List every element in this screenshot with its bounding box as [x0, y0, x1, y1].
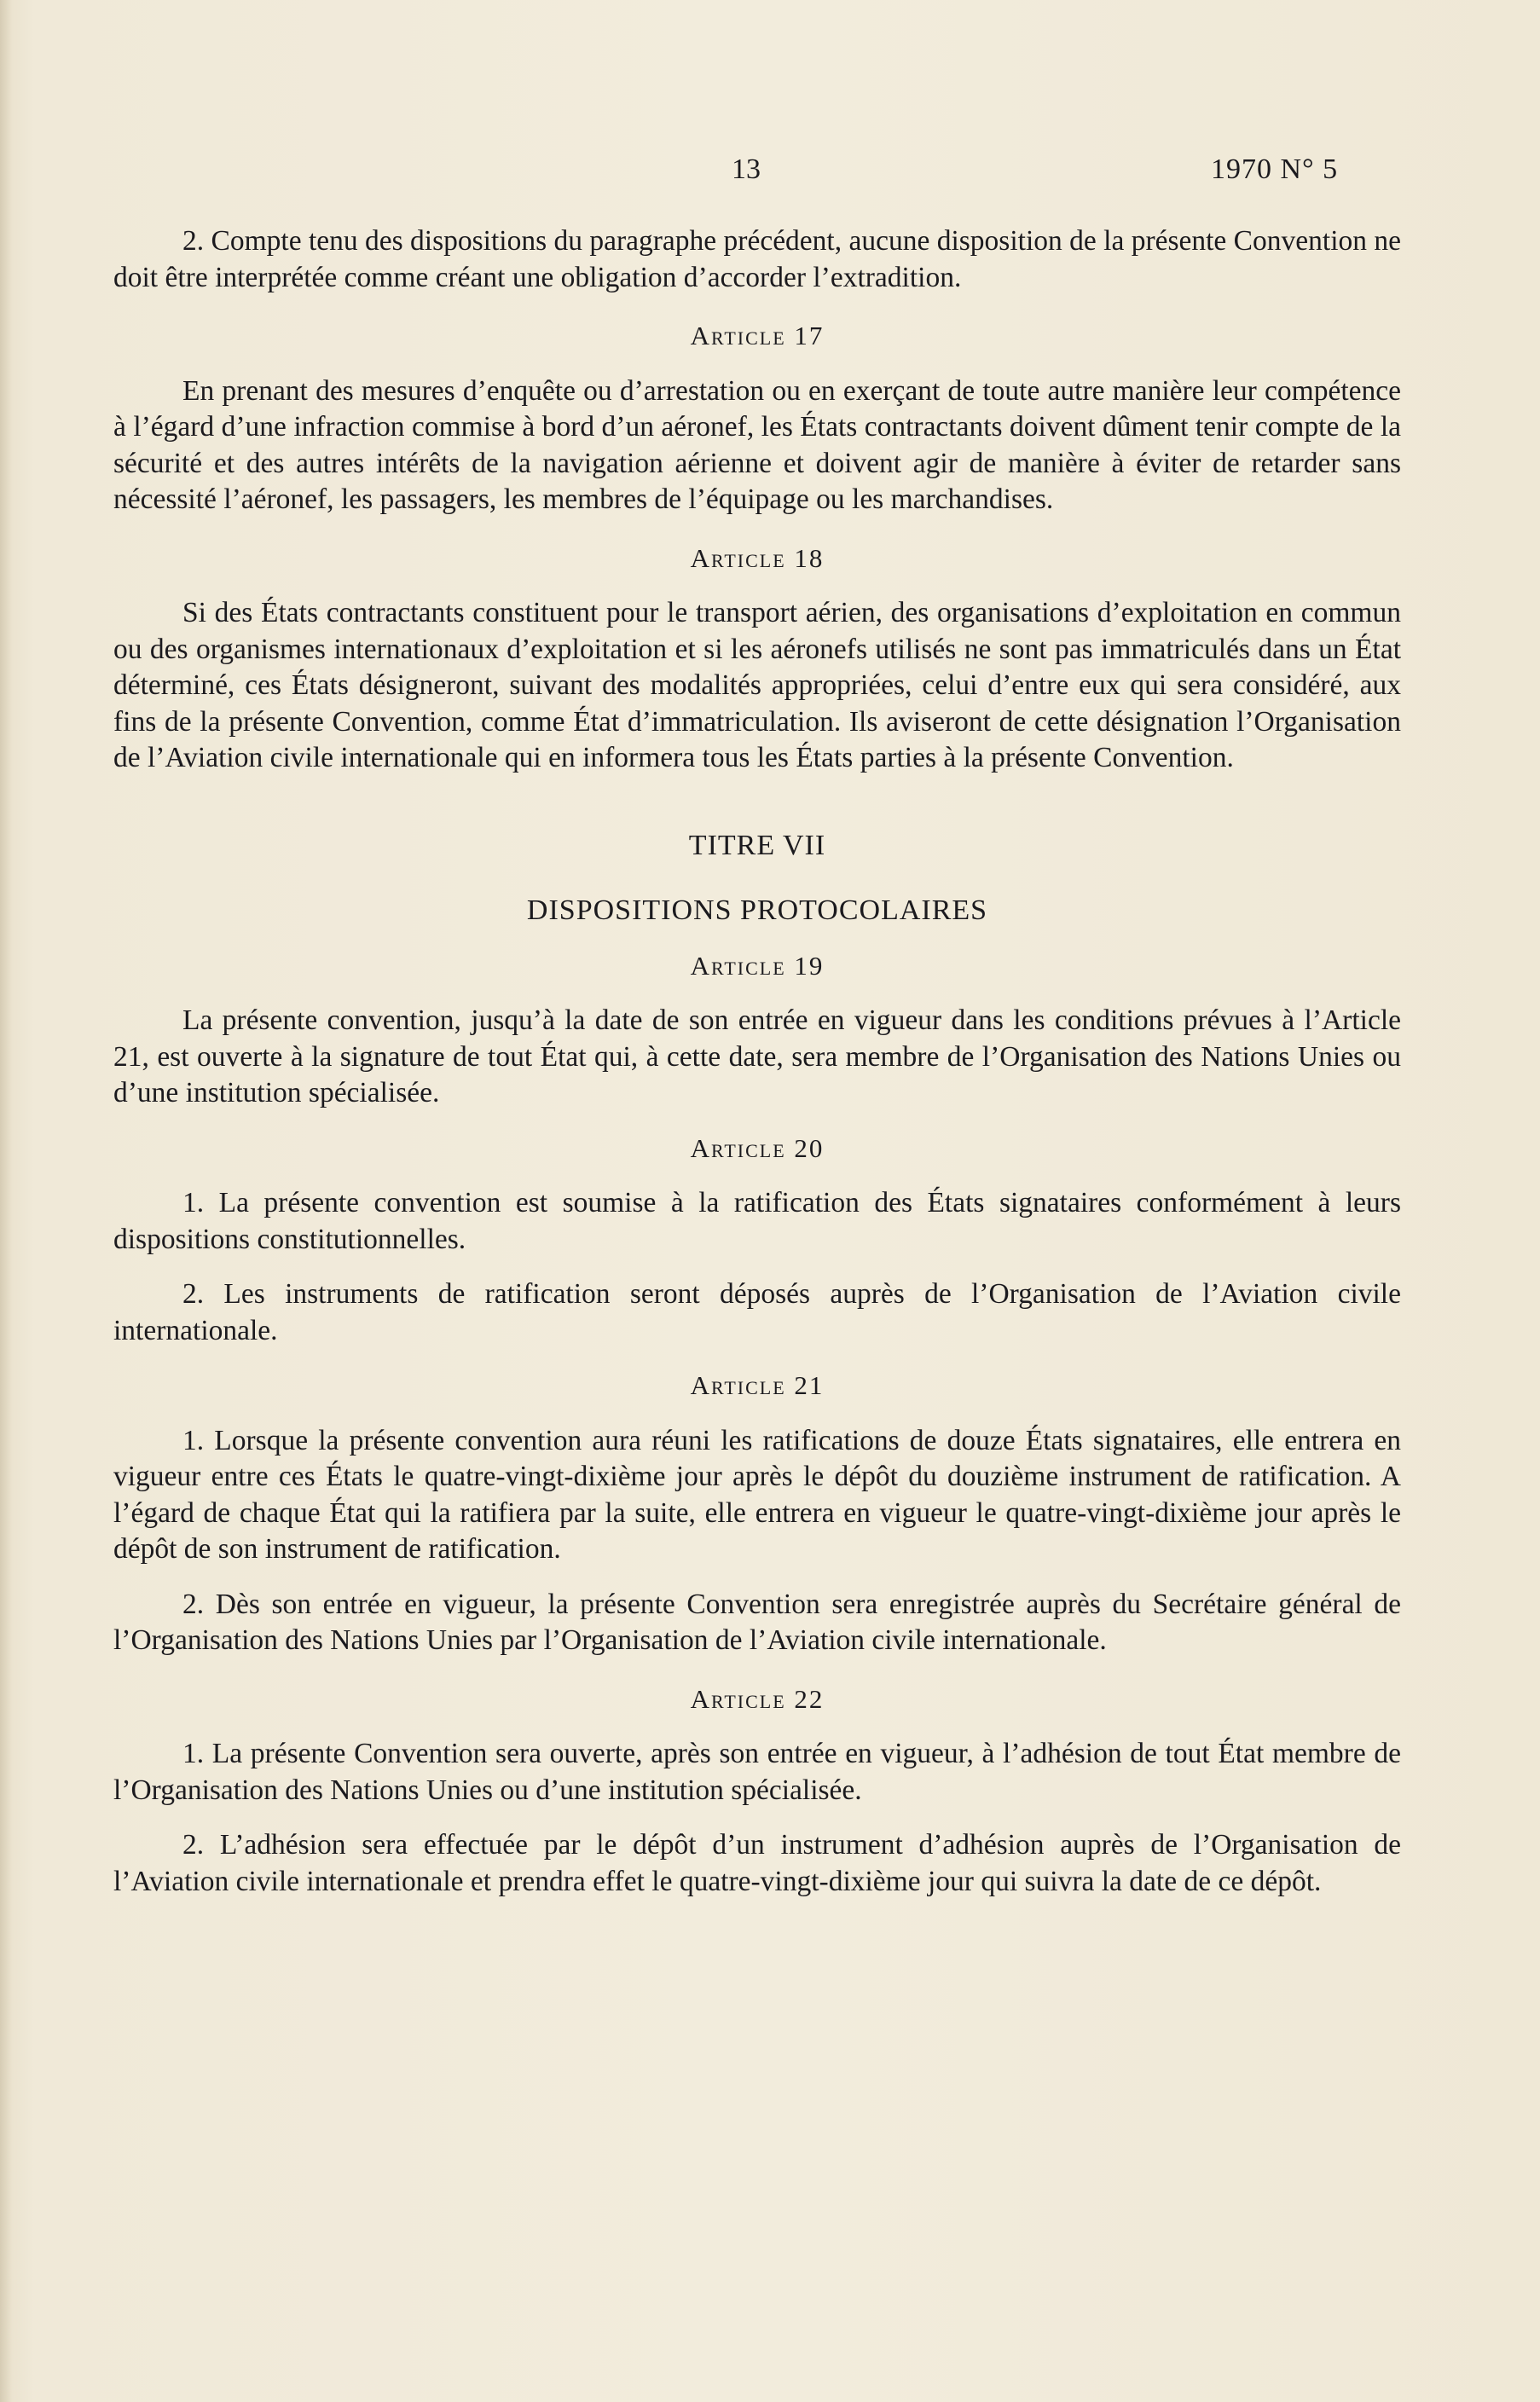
page-header: [0, 153, 1540, 196]
article-20-paragraph-2: 2. Les instruments de ratification seront déposés auprès de l’Organisation de l’Aviation civile internationale.: [113, 1278, 1401, 1346]
article-21-paragraph-2: 2. Dès son entrée en vigueur, la présente Convention sera enregistrée auprès du Secrétaire général de l’Organisation des Nations Unies par l’Organisation de l’Aviation civile internationale.: [113, 1588, 1401, 1656]
article-18-text: Si des États contractants constituent pour le transport aérien, des organisations d’exploitation en commun ou des organismes internationaux d’exploitation et si les aéronefs utilisés ne sont pas immatriculés dans un État déterminé, ces États désigneront, suivant des modalités appropriées, celui d’entre eux qui sera considéré, aux fins de la présente Convention, comme État d’immatriculation. Ils aviseront de cette désignation l’Organisation de l’Aviation civile internationale qui en informera tous les États parties à la présente Convention.: [113, 597, 1401, 773]
page-number: 13: [732, 153, 761, 185]
issue-number: 1970 N° 5: [1211, 153, 1339, 185]
page-body: [113, 223, 1401, 1900]
article-22-heading: Article 22: [690, 1683, 825, 1714]
article-21-paragraph-1: 1. Lorsque la présente convention aura réuni les ratifications de douze États signataires, elle entrera en vigueur entre ces États le quatre-vingt-dixième jour après le dépôt du douzième instrument de ratification. A l’égard de chaque État qui la ratifiera par la suite, elle entrera en vigueur le quatre-vingt-dixième jour après le dépôt de son instrument de ratification.: [113, 1424, 1401, 1565]
title-heading: TITRE VII: [688, 829, 826, 861]
section-subtitle: DISPOSITIONS PROTOCOLAIRES: [526, 894, 988, 926]
article-21-heading: Article 21: [690, 1370, 825, 1400]
article-17-heading: Article 17: [690, 321, 825, 350]
article-22-paragraph-1: 1. La présente Convention sera ouverte, après son entrée en vigueur, à l’adhésion de tout État membre de l’Organisation des Nations Unies ou d’une institution spécialisée.: [113, 1738, 1401, 1806]
article-18-heading: Article 18: [690, 542, 825, 573]
article-17-text: En prenant des mesures d’enquête ou d’arrestation ou en exerçant de toute autre manière leur compétence à l’égard d’une infraction commise à bord d’un aéronef, les États contractants doivent dûment tenir compte de la sécurité et des autres intérêts de la navigation aérienne et doivent agir de manière à éviter de retarder sans nécessité l’aéronef, les passagers, les membres de l’équipage ou les marchandises.: [113, 374, 1401, 515]
article-19-heading: Article 19: [690, 950, 825, 981]
paragraph: 2. Compte tenu des dispositions du paragraphe précédent, aucune disposition de la présente Convention ne doit être interprétée comme créant une obligation d’accorder l’extradition.: [113, 225, 1401, 293]
binding-edge: [0, 0, 12, 2402]
article-20-heading: Article 20: [690, 1132, 825, 1163]
article-20-paragraph-1: 1. La présente convention est soumise à la ratification des États signataires conformément à leurs dispositions constitutionnelles.: [113, 1187, 1401, 1255]
article-22-paragraph-2: 2. L’adhésion sera effectuée par le dépôt d’un instrument d’adhésion auprès de l’Organisation de l’Aviation civile internationale et prendra effet le quatre-vingt-dixième jour qui suivra la date de ce dépôt.: [113, 1829, 1401, 1897]
article-19-text: La présente convention, jusqu’à la date de son entrée en vigueur dans les conditions prévues à l’Article 21, est ouverte à la signature de tout État qui, à cette date, sera membre de l’Organisation des Nations Unies ou d’une institution spécialisée.: [113, 1004, 1401, 1108]
